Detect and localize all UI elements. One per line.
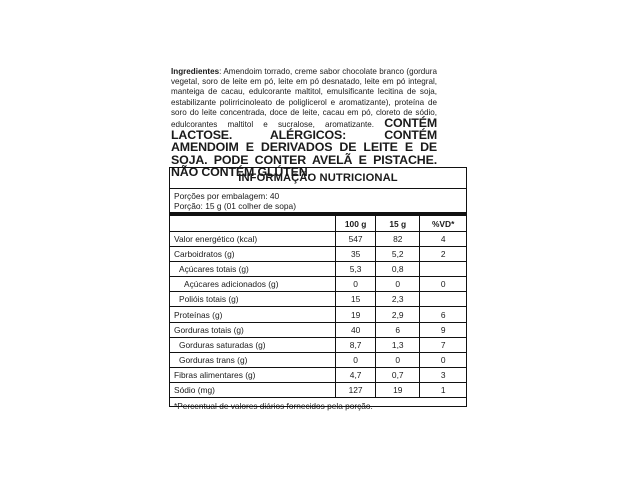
table-row bbox=[170, 262, 466, 277]
value-100g: 40 bbox=[336, 322, 376, 337]
nutrient-label: Gorduras trans (g) bbox=[170, 352, 336, 367]
nutrient-label: Valor energético (kcal) bbox=[170, 232, 336, 247]
servings-per-package: Porções por embalagem: 40 bbox=[174, 191, 280, 201]
nutrient-label: Carboidratos (g) bbox=[170, 247, 336, 262]
value-15g: 0 bbox=[376, 277, 420, 292]
value-15g: 82 bbox=[376, 232, 420, 247]
table-row bbox=[170, 247, 466, 262]
nutrient-label: Polióis totais (g) bbox=[170, 292, 336, 307]
nutrition-title: INFORMAÇÃO NUTRICIONAL bbox=[170, 168, 466, 189]
allergen-warning: CONTÉM LACTOSE. ALÉRGICOS: CONTÉM AMENDOIM E DERIVADOS DE LEITE E DE SOJA. PODE CONTER AVELÃ E PISTACHE. NÃO CONTÉM GLÚTEN. bbox=[171, 116, 438, 179]
value-vd: 1 bbox=[420, 382, 466, 397]
nutrient-label: Açúcares adicionados (g) bbox=[170, 277, 336, 292]
footnote: *Percentual de valores diários fornecidos pela porção. bbox=[174, 401, 373, 412]
nutrient-label: Gorduras saturadas (g) bbox=[170, 337, 336, 352]
value-100g: 5,3 bbox=[336, 262, 376, 277]
value-vd: 0 bbox=[420, 277, 466, 292]
value-100g: 0 bbox=[336, 277, 376, 292]
value-15g: 1,3 bbox=[376, 337, 420, 352]
nutrient-label: Sódio (mg) bbox=[170, 382, 336, 397]
value-15g: 2,9 bbox=[376, 307, 420, 322]
value-vd bbox=[420, 292, 466, 307]
ingredients-label: Ingredientes bbox=[171, 67, 220, 76]
value-vd: 2 bbox=[420, 247, 466, 262]
nutrition-table bbox=[170, 216, 466, 398]
value-15g: 0,7 bbox=[376, 367, 420, 382]
nutrient-label: Proteínas (g) bbox=[170, 307, 336, 322]
table-row bbox=[170, 337, 466, 352]
value-100g: 547 bbox=[336, 232, 376, 247]
value-100g: 8,7 bbox=[336, 337, 376, 352]
table-row bbox=[170, 352, 466, 367]
value-100g: 0 bbox=[336, 352, 376, 367]
value-15g: 2,3 bbox=[376, 292, 420, 307]
value-vd: 3 bbox=[420, 367, 466, 382]
value-100g: 19 bbox=[336, 307, 376, 322]
table-row bbox=[170, 307, 466, 322]
table-row bbox=[170, 382, 466, 397]
value-vd bbox=[420, 262, 466, 277]
value-vd: 0 bbox=[420, 352, 466, 367]
header-vd: %VD* bbox=[420, 216, 466, 232]
ingredients-text: : Amendoim torrado, creme sabor chocolate branco (gordura vegetal, soro de leite em pó, leite em pó desnatado, leite em pó integral, manteiga de cacau, edulcorante maltitol, emulsificante lecitina de soja, estabilizante polirricinoleato de poliglicerol e aromatizante), proteína de soro do leite concentrada, doce de leite, cacau em pó, cloreto de sódio, edulcorantes maltitol e sucralose, aromatizante. bbox=[171, 67, 437, 130]
value-vd: 6 bbox=[420, 307, 466, 322]
value-vd: 7 bbox=[420, 337, 466, 352]
portion-size: Porção: 15 g (01 colher de sopa) bbox=[174, 201, 296, 212]
header-15g: 15 g bbox=[376, 216, 420, 232]
value-15g: 19 bbox=[376, 382, 420, 397]
value-15g: 5,2 bbox=[376, 247, 420, 262]
nutrition-facts-panel bbox=[169, 167, 467, 412]
header-100g: 100 g bbox=[336, 216, 376, 232]
value-100g: 4,7 bbox=[336, 367, 376, 382]
value-15g: 0 bbox=[376, 352, 420, 367]
value-15g: 0,8 bbox=[376, 262, 420, 277]
header-nutrient bbox=[170, 216, 336, 232]
table-row bbox=[170, 292, 466, 307]
table-row bbox=[170, 277, 466, 292]
table-row bbox=[170, 232, 466, 247]
table-row bbox=[170, 367, 466, 382]
table-header-row bbox=[170, 216, 466, 232]
nutrient-label: Fibras alimentares (g) bbox=[170, 367, 336, 382]
value-15g: 6 bbox=[376, 322, 420, 337]
value-vd: 4 bbox=[420, 232, 466, 247]
serving-info bbox=[170, 189, 466, 212]
value-100g: 15 bbox=[336, 292, 376, 307]
nutrient-label: Gorduras totais (g) bbox=[170, 322, 336, 337]
value-100g: 35 bbox=[336, 247, 376, 262]
value-vd: 9 bbox=[420, 322, 466, 337]
nutrient-label: Açúcares totais (g) bbox=[170, 262, 336, 277]
ingredients-paragraph bbox=[171, 67, 437, 179]
value-100g: 127 bbox=[336, 382, 376, 397]
table-row bbox=[170, 322, 466, 337]
